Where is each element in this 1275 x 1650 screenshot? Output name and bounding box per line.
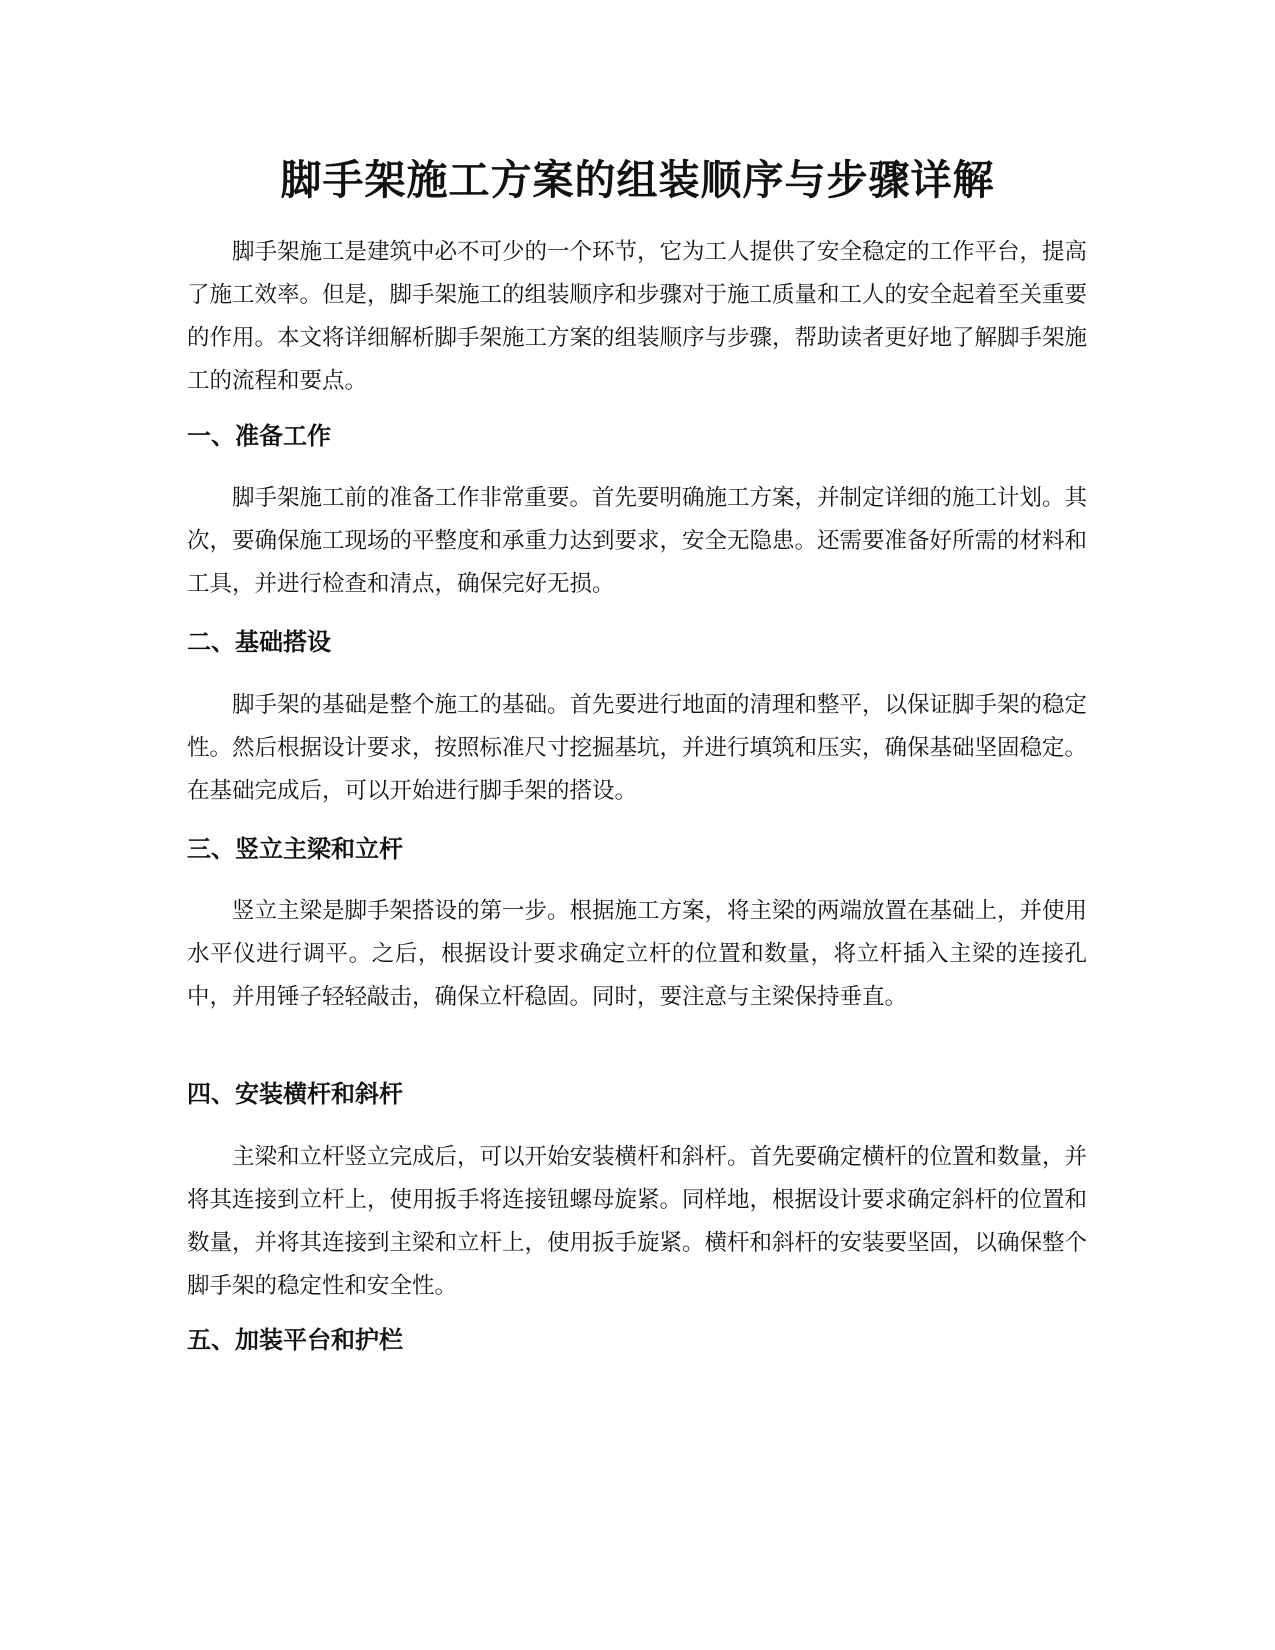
section-body-1: 脚手架施工前的准备工作非常重要。首先要明确施工方案，并制定详细的施工计划。其次，要确保施工现场的平整度和承重力达到要求，安全无隐患。还需要准备好所需的材料和工具，并进行检查和清点，确保完好无损。 [187,485,1088,597]
section-heading-4: 四、安装横杆和斜杆 [187,1080,403,1108]
section-body-2: 脚手架的基础是整个施工的基础。首先要进行地面的清理和整平，以保证脚手架的稳定性。然后根据设计要求，按照标准尺寸挖掘基坑，并进行填筑和压实，确保基础坚固稳定。在基础完成后，可以开始进行脚手架的搭设。 [187,692,1088,804]
section-heading-3: 三、竖立主梁和立杆 [187,835,403,863]
document-title: 脚手架施工方案的组装顺序与步骤详解 [280,156,995,204]
section-heading-1: 一、准备工作 [187,422,331,450]
section-heading-2: 二、基础搭设 [187,628,331,656]
section-heading-5: 五、加装平台和护栏 [187,1326,403,1354]
intro-paragraph: 脚手架施工是建筑中必不可少的一个环节，它为工人提供了安全稳定的工作平台，提高了施工效率。但是，脚手架施工的组装顺序和步骤对于施工质量和工人的安全起着至关重要的作用。本文将详细解析脚手架施工方案的组装顺序与步骤，帮助读者更好地了解脚手架施工的流程和要点。 [187,239,1088,394]
section-body-3: 竖立主梁是脚手架搭设的第一步。根据施工方案，将主梁的两端放置在基础上，并使用水平仪进行调平。之后，根据设计要求确定立杆的位置和数量，将立杆插入主梁的连接孔中，并用锤子轻轻敲击，确保立杆稳固。同时，要注意与主梁保持垂直。 [187,898,1088,1010]
section-body-4: 主梁和立杆竖立完成后，可以开始安装横杆和斜杆。首先要确定横杆的位置和数量，并将其连接到立杆上，使用扳手将连接钮螺母旋紧。同样地，根据设计要求确定斜杆的位置和数量，并将其连接到主梁和立杆上，使用扳手旋紧。横杆和斜杆的安装要坚固，以确保整个脚手架的稳定性和安全性。 [187,1144,1088,1299]
